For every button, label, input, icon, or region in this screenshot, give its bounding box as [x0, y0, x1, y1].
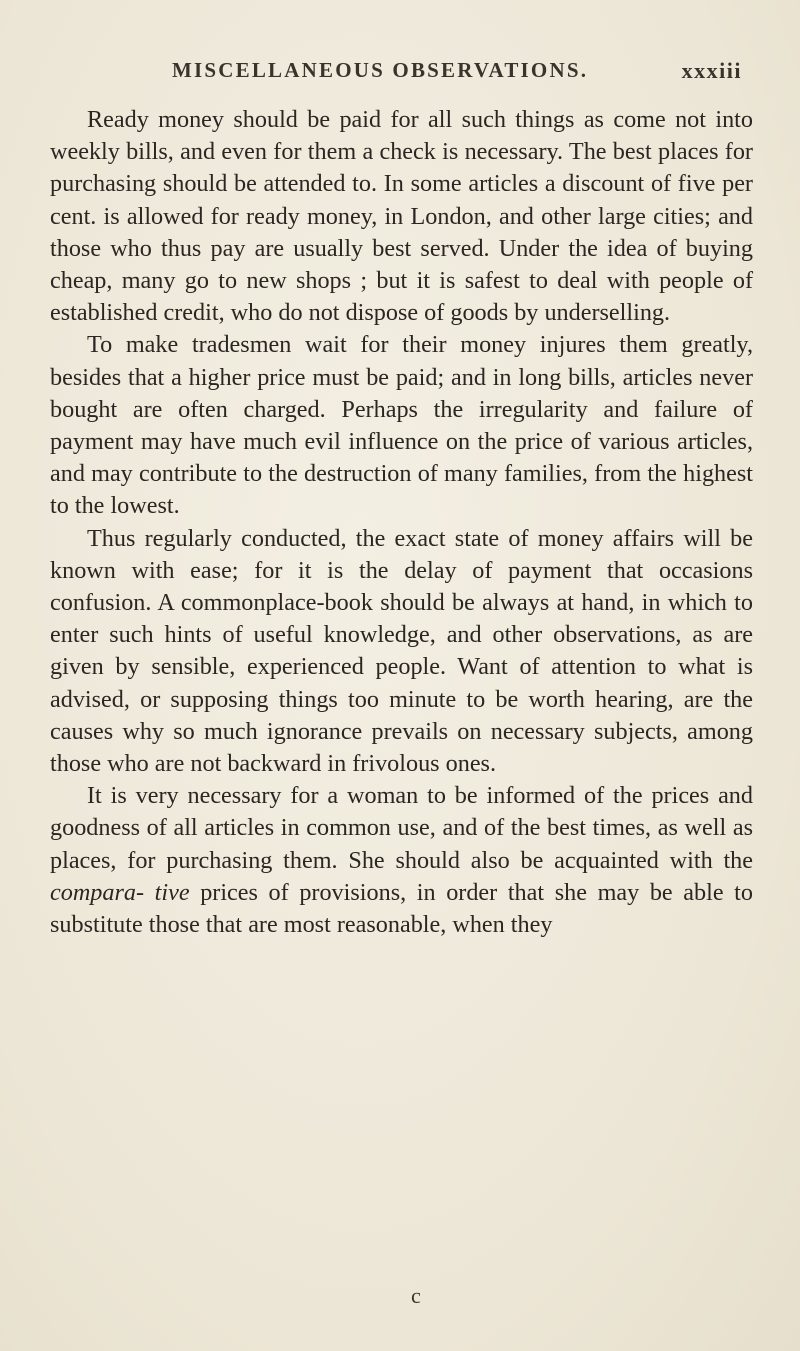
paragraph-ready-money: Ready money should be paid for all such things as come not into weekly bills, and even for them a check is necessary. The best places for purchasing should be attended to. In some articles a discount of five per cent. is allowed for ready money, in London, and other large cities; and those who thus pay are usually best served. Under the idea of buying cheap, many go to new shops ; but it is safest to deal with people of established credit, who do not dispose of goods by underselling.	[50, 106, 753, 327]
paragraph-regularly-conducted: Thus regularly conducted, the exact state of money affairs will be known with ease; for it is the delay of payment that occasions confusion. A commonplace-book should be always at hand, in which to enter such hints of useful knowledge, and other observations, as are given by sensible, experienced people. Want of attention to what is advised, or supposing things too minute to be worth hearing, are the causes why so much ignorance prevails on necessary subjects, among those who are not backward in frivolous ones.	[50, 524, 753, 778]
paragraph-prices-text-before: It is very necessary for a woman to be informed of the prices and goodness of all articles in common use, and of the best times, as well as places, for purchasing them. She should also be acquainted with the	[50, 782, 753, 874]
paragraph-tradesmen: To make tradesmen wait for their money injures them greatly, besides that a higher price must be paid; and in long bills, articles never bought are often charged. Perhaps the irregularity and failure of payment may have much evil influence on the price of various articles, and may contribute to the destruction of many families, from the highest to the lowest.	[50, 331, 753, 520]
signature-mark: c	[411, 1283, 421, 1308]
page-number: xxxiii	[681, 58, 742, 83]
page-header	[60, 58, 742, 88]
body-text	[50, 104, 753, 941]
emphasis-comparative: compara- tive	[50, 878, 190, 906]
paragraph-prices-text-after: prices of provisions, in order that she may be able to substitute those that are most reasonable, when they	[50, 878, 753, 939]
paragraph-prices	[50, 780, 753, 941]
running-title: MISCELLANEOUS OBSERVATIONS.	[172, 58, 589, 82]
